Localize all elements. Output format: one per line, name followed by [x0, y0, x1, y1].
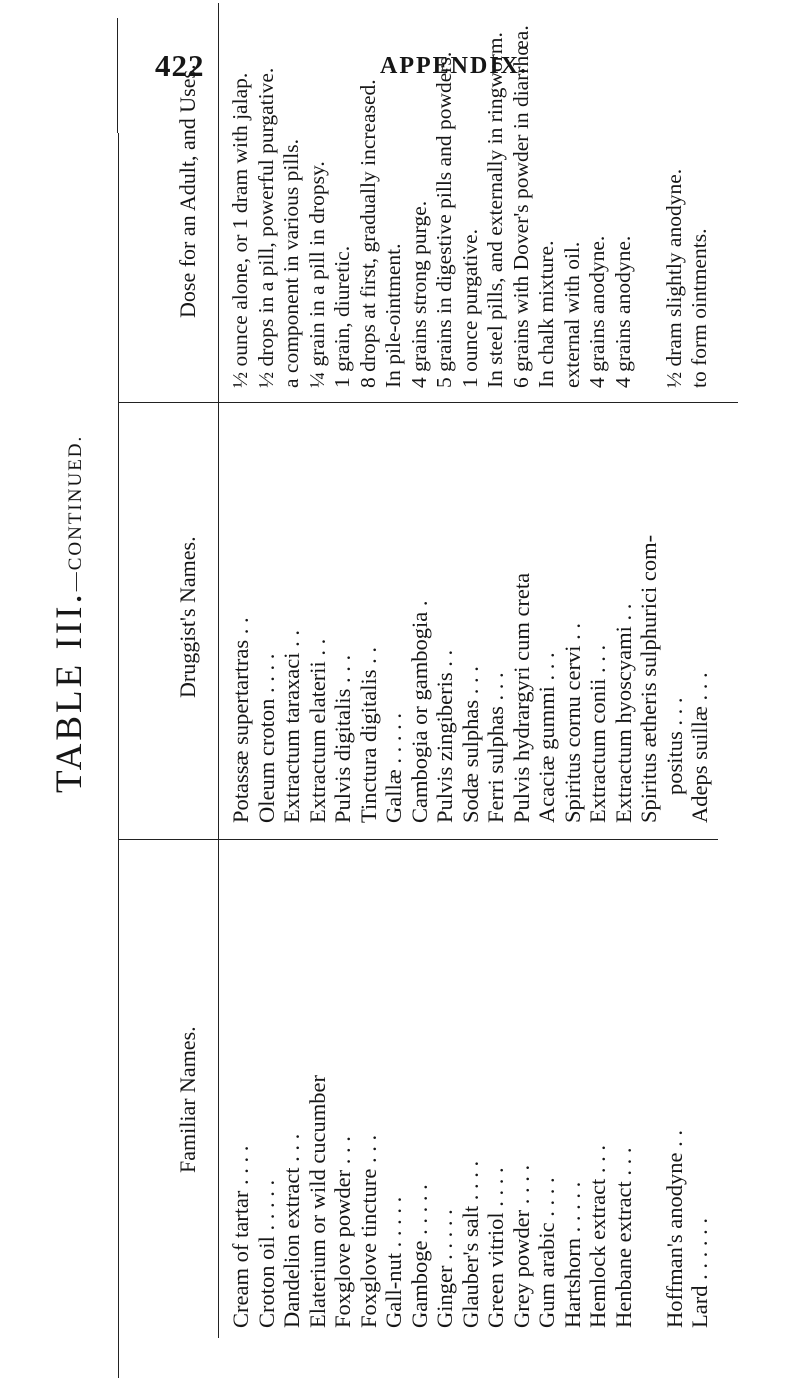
- familiar-name: Gamboge . . . . .: [406, 1184, 432, 1328]
- dose-entry: a component in various pills.: [279, 138, 303, 388]
- druggist-name: Sodæ sulphas . . .: [457, 666, 483, 823]
- familiar-name: Green vitriol . . . .: [483, 1167, 508, 1328]
- dose-entry: ½ ounce alone, or 1 dram with jalap.: [228, 72, 252, 388]
- familiar-name: Foxglove powder . . .: [330, 1136, 355, 1328]
- table-title: [48, 435, 91, 793]
- druggist-name: Spiritus ætheris sulphurici com-: [636, 534, 661, 823]
- familiar-name: Henbane extract . . .: [610, 1147, 636, 1328]
- table-top-rule: [118, 133, 119, 1378]
- dose-entry: 6 grains with Dover's powder in diarrhœa.: [508, 25, 533, 388]
- running-head: APPENDIX.: [380, 53, 528, 79]
- familiar-name: Dandelion extract . . .: [279, 1133, 304, 1328]
- header-dose-and-uses: Dose for an Adult, and Uses.: [175, 64, 200, 318]
- column-divider-1: [118, 839, 718, 840]
- familiar-name: Ginger . . . . .: [432, 1209, 457, 1328]
- dose-entry: 4 grains strong purge.: [406, 200, 431, 388]
- druggist-name: Gallæ . . . . .: [381, 713, 406, 823]
- table-title-continued: —CONTINUED.: [65, 434, 86, 592]
- druggist-name: Acaciæ gummi . . .: [534, 652, 559, 823]
- druggist-name: Pulvis zingiberis . .: [432, 649, 457, 823]
- familiar-name: Cream of tartar . . . .: [228, 1145, 253, 1328]
- druggist-name: Adeps suillæ . . .: [687, 672, 712, 823]
- column-dose-and-uses: [228, 8, 713, 388]
- druggist-name: Tinctura digitalis . .: [355, 646, 381, 823]
- dose-entry: ¼ grain in a pill in dropsy.: [304, 161, 329, 388]
- druggist-name: Extractum hyoscyami . .: [610, 603, 636, 823]
- druggist-name: Cambogia or gambogia .: [406, 600, 432, 823]
- familiar-name-spacer: [636, 858, 662, 1328]
- table-title-text: TABLE III.: [49, 591, 90, 793]
- familiar-name: Hartshorn . . . . .: [559, 1181, 585, 1328]
- dose-entry: 4 grains anodyne.: [610, 235, 635, 388]
- dose-entry: external with oil.: [559, 241, 584, 388]
- column-familiar-names: [228, 858, 713, 1328]
- dose-entry: 1 grain, diuretic.: [330, 245, 354, 388]
- dose-entry: ½ dram slightly anodyne.: [661, 168, 686, 388]
- familiar-name: Hoffman's anodyne . .: [661, 1130, 687, 1328]
- druggist-name: Extractum elaterii . .: [304, 638, 330, 823]
- familiar-name: Elaterium or wild cucumber: [304, 1074, 330, 1328]
- familiar-name: Foxglove tincture . . .: [355, 1134, 381, 1328]
- dose-entry: ½ drops in a pill, powerful purgative.: [253, 67, 278, 388]
- column-druggists-names: [228, 403, 713, 823]
- familiar-name: Lard . . . . . .: [687, 1218, 712, 1328]
- dose-entry: In chalk mixture.: [534, 240, 558, 388]
- familiar-name: Croton oil . . . . .: [253, 1179, 279, 1328]
- druggist-name: Spiritus cornu cervi . .: [559, 623, 585, 823]
- druggist-name: Pulvis digitalis . . .: [330, 654, 355, 823]
- dose-entry: In steel pills, and externally in ringworm.: [483, 32, 507, 388]
- table-top-rule-extension: [117, 18, 118, 133]
- druggist-name: Oleum croton . . . .: [253, 653, 279, 823]
- dose-entry: 8 drops at first, gradually increased.: [355, 79, 380, 388]
- druggist-name: Ferri sulphas . . .: [483, 672, 508, 823]
- familiar-name: Grey powder . . . .: [508, 1164, 534, 1328]
- dose-entry-spacer: [636, 8, 662, 388]
- dose-entry: 4 grains anodyne.: [585, 235, 609, 388]
- header-rule: [218, 3, 219, 1338]
- dose-entry: to form ointments.: [687, 228, 711, 388]
- dose-entry: 1 ounce purgative.: [457, 228, 482, 388]
- druggist-name: Potassæ supertartras . .: [228, 617, 253, 823]
- header-familiar-names: Familiar Names.: [175, 1026, 200, 1173]
- druggist-name-continuation: positus . . .: [661, 697, 687, 795]
- familiar-name: Glauber's salt . . . .: [457, 1160, 483, 1328]
- druggist-name: Pulvis hydrargyri cum creta: [508, 572, 534, 823]
- dose-entry: 5 grains in digestive pills and powders.: [432, 51, 456, 388]
- familiar-name: Hemlock extract . . .: [585, 1144, 610, 1328]
- familiar-name: Gall-nut . . . . .: [381, 1196, 406, 1328]
- druggist-name: Extractum taraxaci . .: [279, 629, 304, 823]
- druggist-name: Extractum conii . . .: [585, 644, 610, 823]
- header-druggists-names: Druggist's Names.: [175, 536, 200, 698]
- page-number: 422: [155, 48, 205, 83]
- dose-entry: In pile-ointment.: [381, 243, 405, 388]
- familiar-name: Gum arabic . . . .: [534, 1177, 559, 1328]
